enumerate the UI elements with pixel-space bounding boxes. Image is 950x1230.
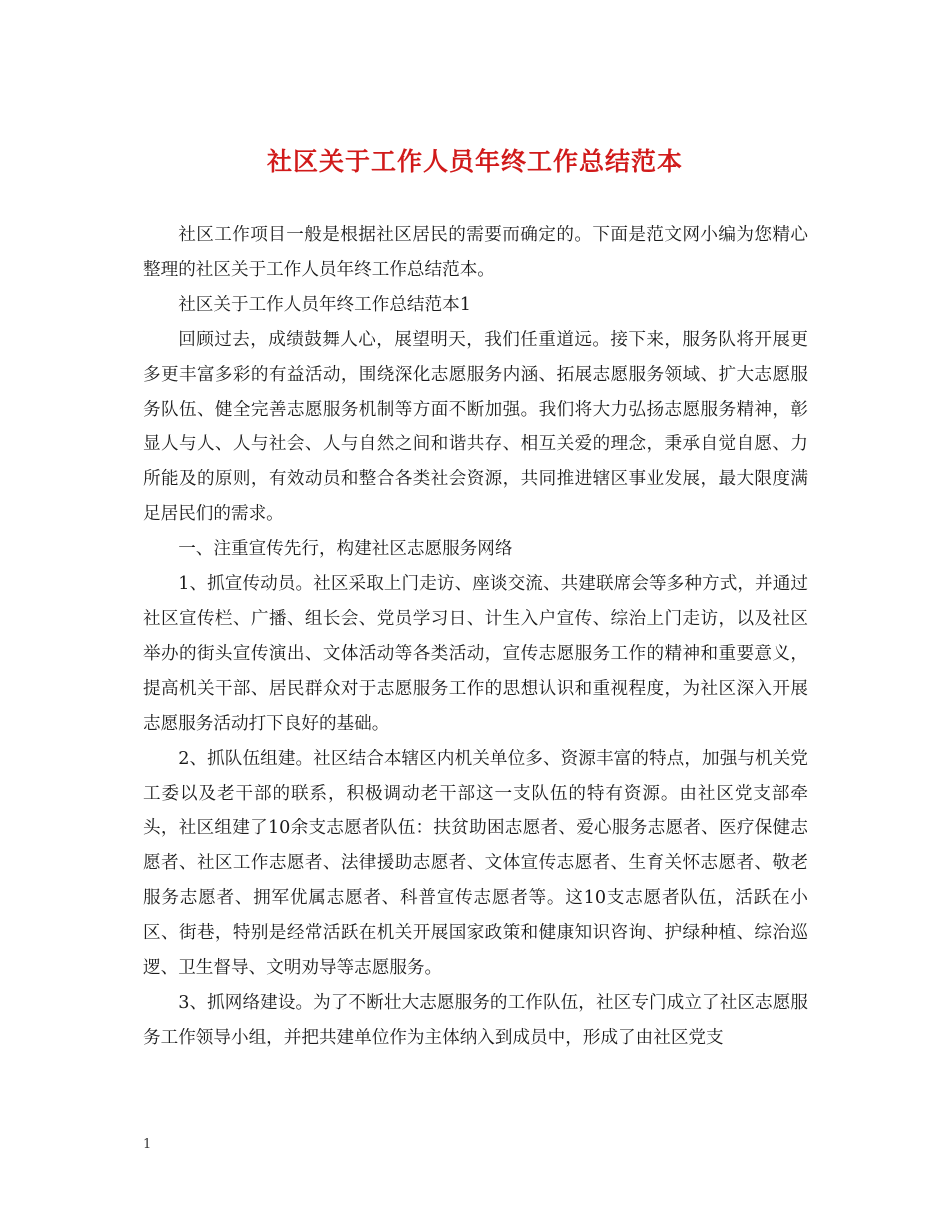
document-title: 社区关于工作人员年终工作总结范本 [266,147,683,176]
paragraph-item-1: 1、抓宣传动员。社区采取上门走访、座谈交流、共建联席会等多种方式，并通过社区宣传栏、广播、组长会、党员学习日、计生入户宣传、综治上门走访，以及社区举办的街头宣传演出、文体活动等各类活动，宣传志愿服务工作的精神和重要意义，提高机关干部、居民群众对于志愿服务工作的思想认识和重视程度，为社区深入开展志愿服务活动打下良好的基础。 [143,574,808,734]
section-heading: 一、注重宣传先行，构建社区志愿服务网络 [178,539,513,560]
paragraph-review: 回顾过去，成绩鼓舞人心，展望明天，我们任重道远。接下来，服务队将开展更多更丰富多彩的有益活动，围绕深化志愿服务内涵、拓展志愿服务领域、扩大志愿服务队伍、健全完善志愿服务机制等方面不断加强。我们将大力弘扬志愿服务精神，彰显人与人、人与社会、人与自然之间和谐共存、相互关爱的理念，秉承自觉自愿、力所能及的原则，有效动员和整合各类社会资源，共同推进辖区事业发展，最大限度满足居民们的需求。 [143,329,808,525]
paragraph-item-2: 2、抓队伍组建。社区结合本辖区内机关单位多、资源丰富的特点，加强与机关党工委以及老干部的联系，积极调动老干部这一支队伍的特有资源。由社区党支部牵头，社区组建了10余支志愿者队伍：扶贫助困志愿者、爱心服务志愿者、医疗保健志愿者、社区工作志愿者、法律援助志愿者、文体宣传志愿者、生育关怀志愿者、敬老服务志愿者、拥军优属志愿者、科普宣传志愿者等。这10支志愿者队伍，活跃在小区、街巷，特别是经常活跃在机关开展国家政策和健康知识咨询、护绿种植、综治巡逻、卫生督导、文明劝导等志愿服务。 [143,748,808,979]
section-heading: 社区关于工作人员年终工作总结范本1 [178,294,471,315]
page-number: 1 [143,1137,152,1152]
paragraph-intro: 社区工作项目一般是根据社区居民的需要而确定的。下面是范文网小编为您精心整理的社区关于工作人员年终工作总结范本。 [143,225,808,280]
document-body [143,218,808,1056]
paragraph-item-3: 3、抓网络建设。为了不断壮大志愿服务的工作队伍，社区专门成立了社区志愿服务工作领导小组，并把共建单位作为主体纳入到成员中，形成了由社区党支 [143,992,808,1048]
